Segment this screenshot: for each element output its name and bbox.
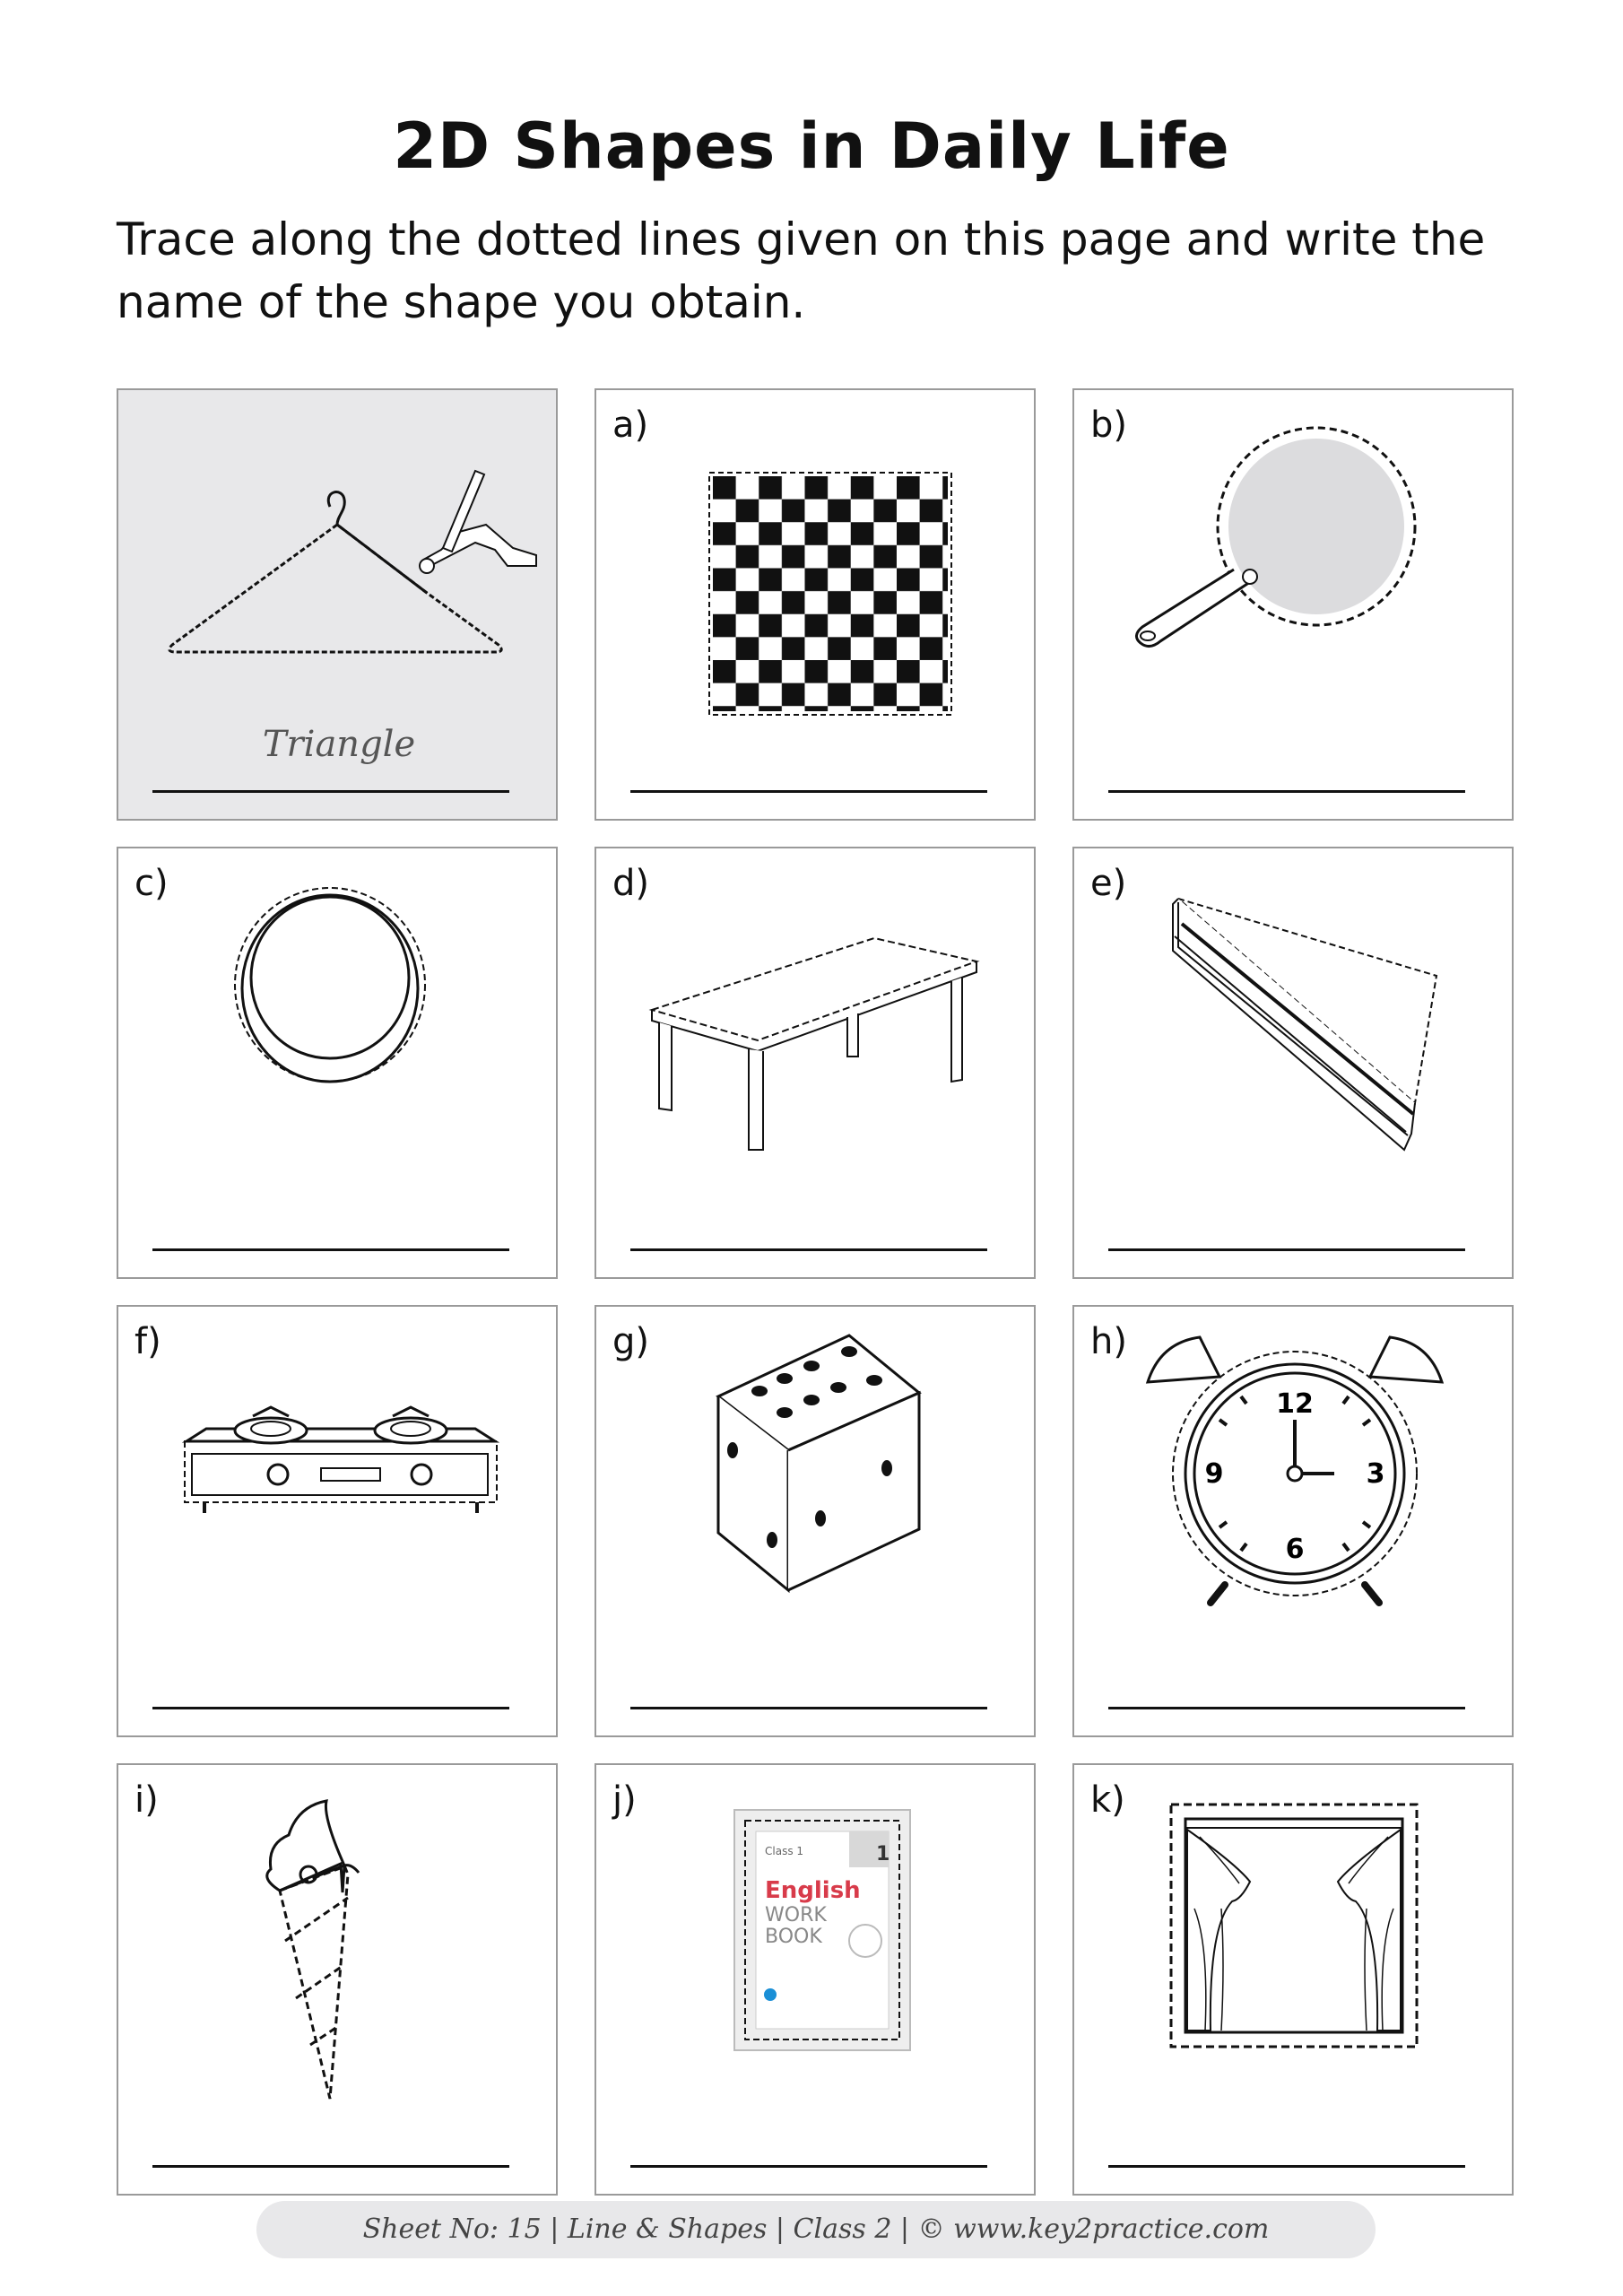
table-illustration (596, 848, 1037, 1281)
item-label: g) (612, 1321, 649, 1362)
window-curtains-illustration (1074, 1765, 1515, 2197)
alarm-clock-illustration (1074, 1307, 1515, 1739)
item-label: k) (1090, 1779, 1125, 1821)
gas-stove-illustration (118, 1307, 560, 1739)
answer-line[interactable] (1108, 1248, 1465, 1251)
item-c-cell (117, 847, 558, 1279)
item-label: f) (135, 1321, 161, 1362)
item-label: j) (612, 1779, 637, 1821)
item-j-cell (595, 1763, 1036, 2196)
answer-line (152, 790, 509, 793)
item-f-cell (117, 1305, 558, 1737)
item-g-cell (595, 1305, 1036, 1737)
footer: Sheet No: 15 | Line & Shapes | Class 2 | © www.key2practice.com (256, 2201, 1376, 2258)
answer-line[interactable] (630, 2165, 987, 2168)
item-label: e) (1090, 863, 1127, 904)
item-label: c) (135, 863, 169, 904)
item-label: i) (135, 1779, 159, 1821)
item-label: h) (1090, 1321, 1127, 1362)
item-e-cell (1072, 847, 1514, 1279)
ring-illustration (118, 848, 560, 1281)
item-d-cell (595, 847, 1036, 1279)
answer-line[interactable] (152, 1707, 509, 1709)
ice-cream-illustration (118, 1765, 560, 2197)
item-label: d) (612, 863, 649, 904)
answer-line[interactable] (630, 1248, 987, 1251)
answer-line[interactable] (152, 2165, 509, 2168)
clock-numeral-9: 9 (1204, 1458, 1224, 1490)
frying-pan-illustration (1074, 390, 1515, 822)
item-h-cell (1072, 1305, 1514, 1737)
book-title-book: BOOK (765, 1926, 822, 1948)
answer-line[interactable] (1108, 2165, 1465, 2168)
book-class-label: Class 1 (765, 1845, 804, 1857)
clock-numeral-6: 6 (1285, 1534, 1305, 1565)
cake-slice-illustration (1074, 848, 1515, 1281)
item-i-cell (117, 1763, 558, 2196)
item-label: a) (612, 404, 649, 446)
item-k-cell (1072, 1763, 1514, 2196)
answer-line[interactable] (630, 790, 987, 793)
instructions: Trace along the dotted lines given on this page and write the name of the shape you obtain. (117, 213, 1486, 328)
answer-line[interactable] (630, 1707, 987, 1709)
answer-line[interactable] (1108, 1707, 1465, 1709)
example-answer: Triangle (262, 724, 416, 765)
clock-numeral-12: 12 (1276, 1388, 1314, 1420)
item-b-cell (1072, 388, 1514, 821)
clock-numeral-3: 3 (1366, 1458, 1385, 1490)
answer-line[interactable] (1108, 790, 1465, 793)
item-label: b) (1090, 404, 1127, 446)
answer-line[interactable] (152, 1248, 509, 1251)
workbook-illustration (596, 1765, 1037, 2197)
dice-illustration (596, 1307, 1037, 1739)
book-title-work: WORK (765, 1904, 827, 1926)
example-cell (117, 388, 558, 821)
item-a-cell (595, 388, 1036, 821)
book-title-english: English (765, 1877, 861, 1904)
chessboard-illustration (596, 390, 1037, 822)
page-title: 2D Shapes in Daily Life (393, 109, 1230, 183)
book-badge: 1 (876, 1843, 890, 1866)
